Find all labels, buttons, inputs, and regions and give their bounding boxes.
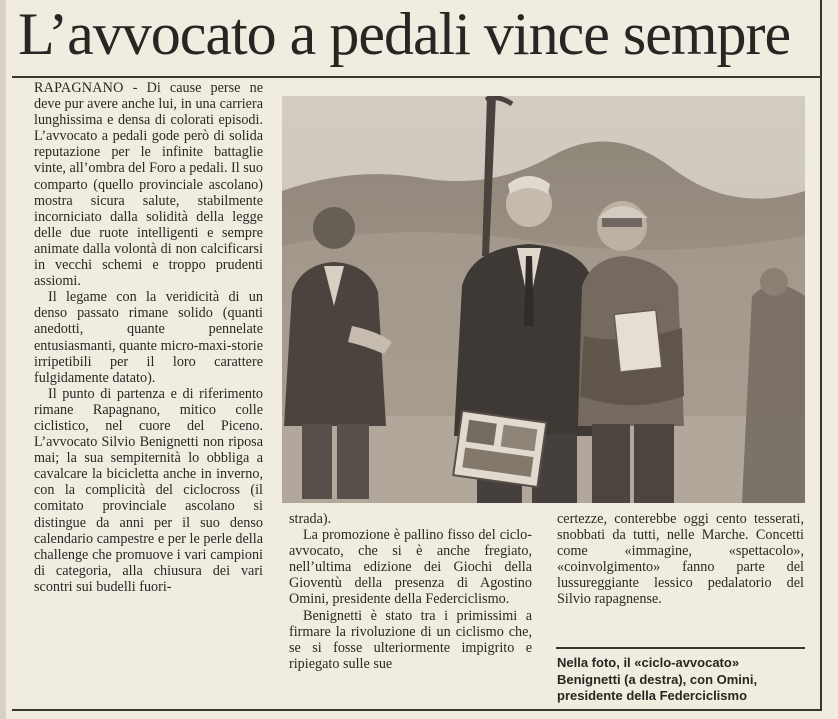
article-headline: L’avvocato a pedali vince sempre [18,1,791,67]
paragraph-lead [34,80,263,289]
paragraph: Il legame con la veridicità di un denso passato rimane solido (quanti anedotti, quante pennelate entusiasmanti, quante micro-maxi-storie irripetibili per il loro carattere fulgidamente datato). [34,289,263,386]
text-column-3 [557,511,804,608]
text-column-2 [289,511,532,672]
article-photo [282,96,805,503]
paragraph: strada). [289,511,332,527]
bottom-rule [12,709,820,711]
scan-edge [0,0,6,719]
headline-rule [12,76,822,78]
caption-rule [556,647,805,649]
photo-illustration [282,96,805,503]
photo-caption: Nella foto, il «ciclo-avvocato» Benignetti (a destra), con Omini, presidente della Federciclismo [557,655,758,703]
text-column-1 [34,80,263,595]
paragraph: Benignetti è stato tra i primissimi a firmare la rivoluzione di un ciclismo che, se si fosse ulteriormente impigrito e ripiegato sulle sue [289,607,532,672]
paragraph: Il punto di partenza e di riferimento rimane Rapagnano, mitico colle ciclistico, nel cuore del Piceno. L’avvocato Silvio Benignetti non riposa mai; la sua sempiternità lo obbliga a cavalcare la bicicletta anche in inverno, con la complicità del ciclocross (il comitato provinciale ascolano si distingue da anni per il suo denso calendario campestre e per le perle della challenge che promuove i vari campioni di categoria, alla chiusura dei vari scontri sui budelli fuori- [34,385,263,595]
lead-text: - Di cause perse ne deve pur avere anche lui, in una carriera lunghissima e densa di colorati episodi. L’avvocato a pedali gode però di solida reputazione per le infinite battaglie vinte, all’ombra del Foro a pedali. Il suo comparto (quello provinciale ascolano) mostra sicura salute, stabilmente incorniciato dalla solidità della legge delle due ruote intelligenti e sempre animate dalla volontà di non calcificarsi in vecchi schemi e troppo prudenti assiomi. [34,80,263,290]
paragraph: certezze, conterebbe oggi cento tesserati, snobbati da tutti, nelle Marche. Concetti come «immagine, «spettacolo», «coinvolgimento» fanno parte del lussureggiante lessico pedalatorio del Silvio rapagnense. [557,511,804,608]
paragraph: La promozione è pallino fisso del ciclo-avvocato, che si è anche fregiato, nell’ultima edizione dei Giochi della Gioventù della presenza di Agostino Omini, presidente della Federciclismo. [289,527,532,608]
right-rule [820,0,822,711]
dateline: RAPAGNANO [34,80,124,96]
